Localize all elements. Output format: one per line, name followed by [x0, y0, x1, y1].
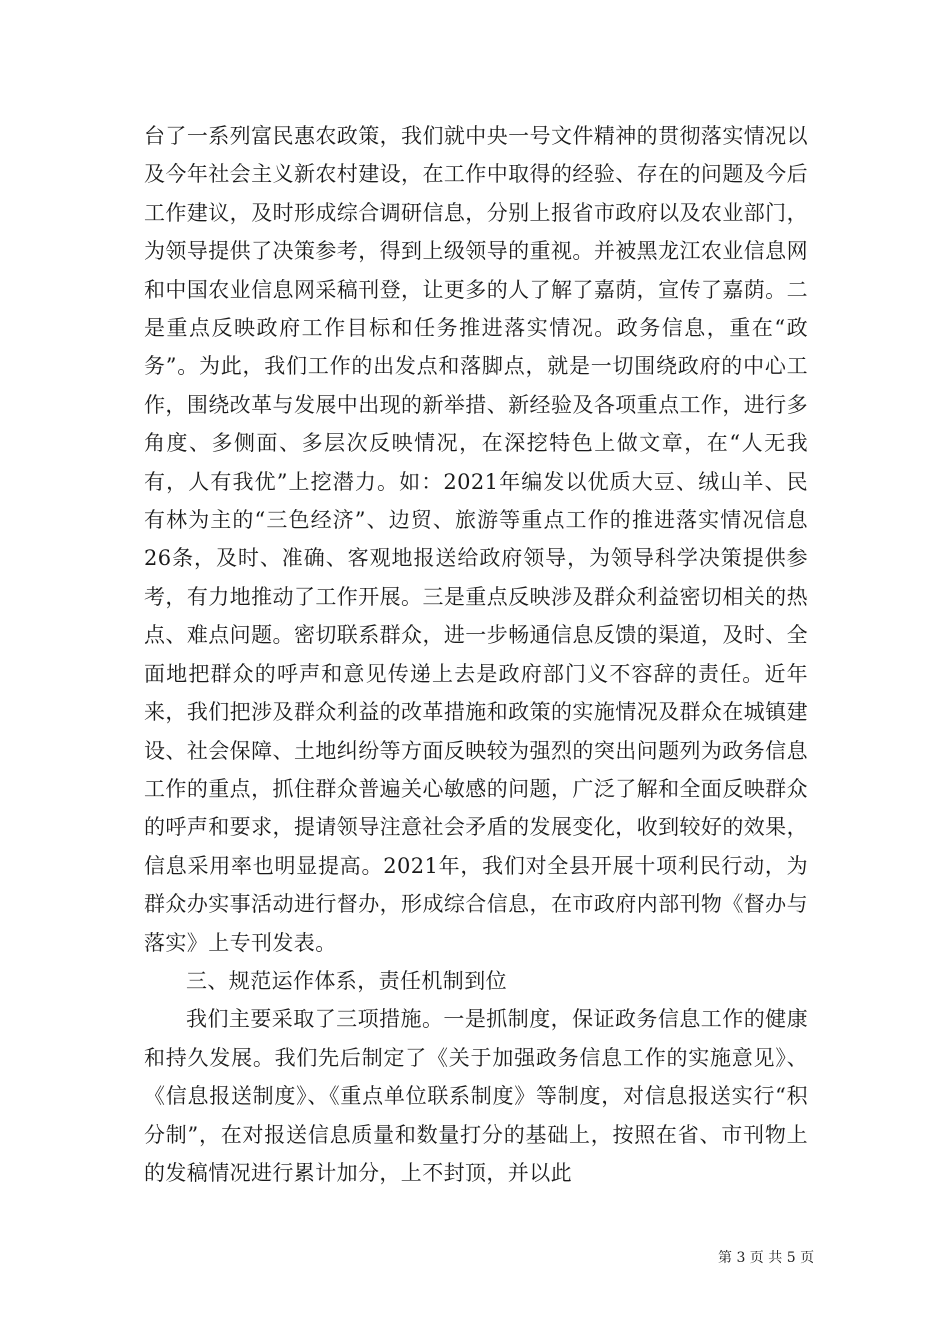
- document-body: [144, 117, 808, 1192]
- paragraph-continued: 台了一系列富民惠农政策，我们就中央一号文件精神的贯彻落实情况以及今年社会主义新农村建设，在工作中取得的经验、存在的问题及今后工作建议，及时形成综合调研信息，分别上报省市政府以及农业部门，为领导提供了决策参考，得到上级领导的重视。并被黑龙江农业信息网和中国农业信息网采稿刊登，让更多的人了解了嘉荫，宣传了嘉荫。二是重点反映政府工作目标和任务推进落实情况。政务信息，重在“政务”。为此，我们工作的出发点和落脚点，就是一切围绕政府的中心工作，围绕改革与发展中出现的新举措、新经验及各项重点工作，进行多角度、多侧面、多层次反映情况，在深挖特色上做文章，在“人无我有，人有我优”上挖潜力。如：2021年编发以优质大豆、绒山羊、民有林为主的“三色经济”、边贸、旅游等重点工作的推进落实情况信息26条，及时、准确、客观地报送给政府领导，为领导科学决策提供参考，有力地推动了工作开展。三是重点反映涉及群众利益密切相关的热点、难点问题。密切联系群众，进一步畅通信息反馈的渠道，及时、全面地把群众的呼声和意见传递上去是政府部门义不容辞的责任。近年来，我们把涉及群众利益的改革措施和政策的实施情况及群众在城镇建设、社会保障、土地纠纷等方面反映较为强烈的突出问题列为政务信息工作的重点，抓住群众普遍关心敏感的问题，广泛了解和全面反映群众的呼声和要求，提请领导注意社会矛盾的发展变化，收到较好的效果，信息采用率也明显提高。2021年，我们对全县开展十项利民行动，为群众办实事活动进行督办，形成综合信息，在市政府内部刊物《督办与落实》上专刊发表。: [144, 124, 808, 955]
- paragraph: 我们主要采取了三项措施。一是抓制度，保证政务信息工作的健康和持久发展。我们先后制定了《关于加强政务信息工作的实施意见》、《信息报送制度》、《重点单位联系制度》等制度，对信息报送实行“积分制”，在对报送信息质量和数量打分的基础上，按照在省、市刊物上的发稿情况进行累计加分，上不封顶，并以此: [144, 1007, 808, 1185]
- section-heading: 三、规范运作体系，责任机制到位: [186, 968, 507, 993]
- page-number: 第 3 页 共 5 页: [718, 1250, 815, 1266]
